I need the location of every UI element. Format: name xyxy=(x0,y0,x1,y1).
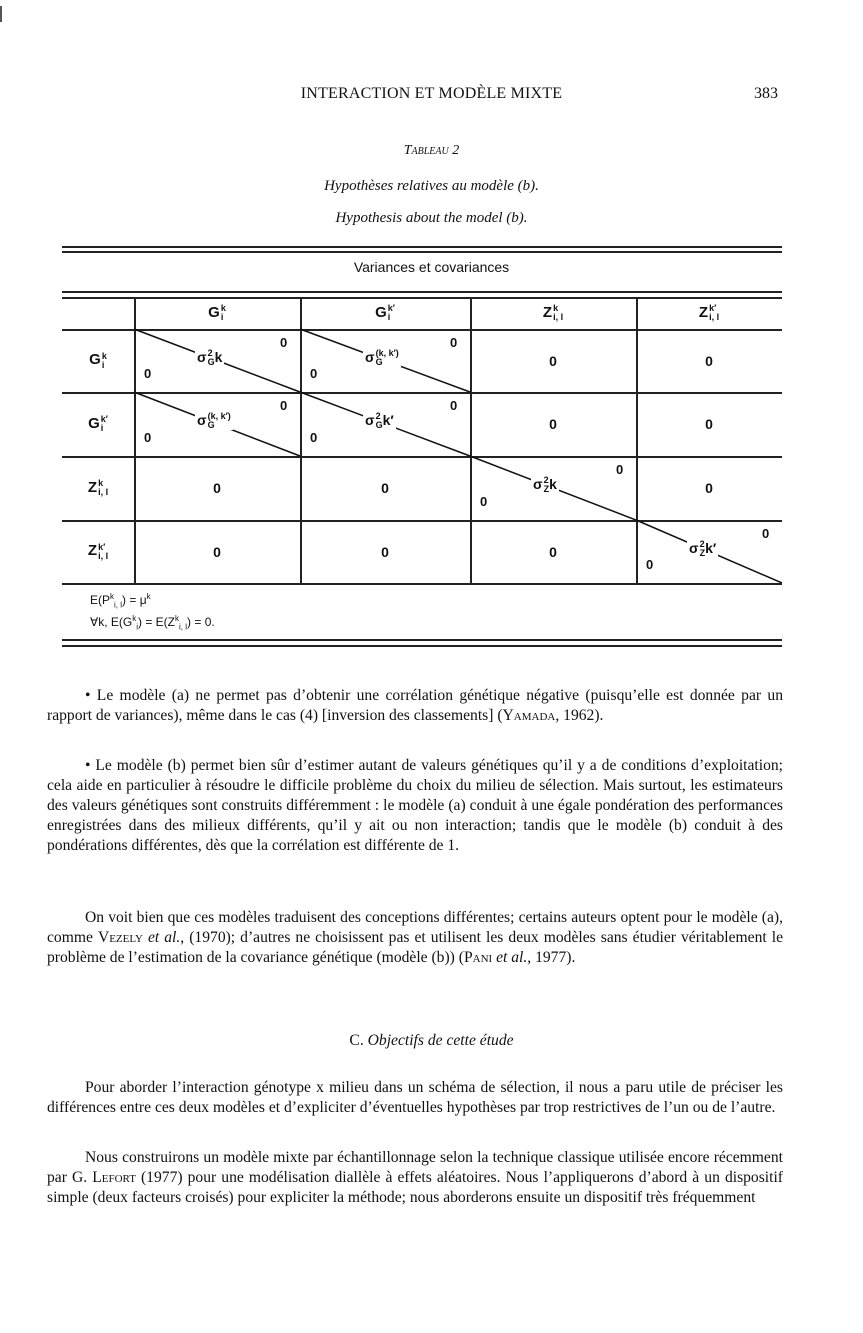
paragraph-text: Pour aborder l’interaction génotype x milieu dans un schéma de sélection, il nous a paru utile de préciser les différences entre ces deux modèles et d’expliciter d’éventuelles hypothèses par trop restrictives de l’un ou de l’autre. xyxy=(47,1079,783,1116)
row-header xyxy=(62,456,134,520)
table-label: Tableau 2 xyxy=(403,143,460,158)
table-bottom-rule xyxy=(62,645,782,647)
upper-zero: 0 xyxy=(280,398,288,413)
sup-sub: k′ i xyxy=(387,303,395,323)
paragraph-text: (1977) pour une modélisation diallèle à effets aléatoires. Nous l’appliquerons d’abord à un dispositif simple (deux facteurs croisés) pour expliciter la méthode; nous aborderons ensuite un dispositif très fréquemment xyxy=(47,1169,783,1206)
row-header xyxy=(62,392,134,456)
table-cell-value: 0 xyxy=(381,543,389,560)
variance-covariance-table xyxy=(62,297,782,583)
column-header-symbol: G k′ i xyxy=(375,303,395,323)
row-header xyxy=(62,329,134,392)
sup-sub: k i, l xyxy=(98,478,109,498)
sup-sub: 2 G xyxy=(375,411,383,431)
paragraph-text: , 1962). xyxy=(555,707,604,724)
lower-zero: 0 xyxy=(480,494,488,509)
paragraph-text: On voit bien que ces modèles traduisent des conceptions différentes; certains auteurs optent pour le modèle (a), comme xyxy=(47,909,783,946)
diagonal-variance-label: σ (k, k′) G xyxy=(197,411,231,431)
table-caption-fr: Hypothèses relatives au modèle (b). xyxy=(324,178,539,194)
lower-zero: 0 xyxy=(144,366,152,381)
paragraph-conceptions xyxy=(47,908,783,968)
lower-zero: 0 xyxy=(310,430,318,445)
table-top-rule xyxy=(62,251,782,253)
sup-sub: (k, k′) G xyxy=(207,411,231,431)
author-name: Lefort xyxy=(92,1169,136,1186)
diagonal-variance-label: σ (k, k′) G xyxy=(365,347,399,367)
lower-zero: 0 xyxy=(310,366,318,381)
table-cell-value: 0 xyxy=(549,416,557,432)
upper-zero: 0 xyxy=(616,462,624,477)
table-header-rule xyxy=(62,291,782,293)
table-caption-en: Hypothesis about the model (b). xyxy=(335,210,528,226)
sup-sub: k i, l xyxy=(553,303,564,323)
section-letter: C. xyxy=(349,1032,364,1049)
table-top-rule xyxy=(62,246,782,248)
paragraph-model-a xyxy=(47,686,783,726)
sup-sub: 2 Z xyxy=(543,475,550,495)
sup-sub: k′ i, l xyxy=(709,303,720,323)
lower-zero: 0 xyxy=(646,557,654,572)
diagonal-variance-label: σ 2 G k xyxy=(197,347,223,367)
table-cell-value: 0 xyxy=(381,480,389,496)
sup-sub: 2 G xyxy=(207,347,215,367)
scan-margin-mark xyxy=(0,6,2,22)
page-number: 383 xyxy=(754,85,778,102)
paragraph-mixed-model xyxy=(47,1148,783,1208)
running-head: INTERACTION ET MODÈLE MIXTE xyxy=(300,85,563,102)
sup-sub: k′ i xyxy=(100,414,108,434)
upper-zero: 0 xyxy=(450,398,458,413)
lower-zero: 0 xyxy=(144,430,152,445)
et-al: et al. xyxy=(147,929,181,946)
paragraph-text: Le modèle (a) ne permet pas d’obtenir une corrélation génétique négative (puisqu’elle est donnée par un rapport de variances), même dans le cas (4) [inversion des classements] ( xyxy=(47,687,783,724)
author-name: Vezely xyxy=(97,929,143,946)
sup-sub: k i xyxy=(220,303,226,323)
table-cell-value: 0 xyxy=(213,543,221,560)
author-name: Pani xyxy=(463,949,493,966)
upper-zero: 0 xyxy=(280,335,288,350)
diagonal-variance-label: σ 2 G k′ xyxy=(365,411,394,431)
section-title: Objectifs de cette étude xyxy=(367,1032,514,1049)
column-header-symbol: Z k i, l xyxy=(542,303,564,323)
table-footnote-1: $E(P^k_{i, l}) = \mu^k$ xyxy=(90,592,151,610)
sup-sub: k′ i, l xyxy=(98,541,109,561)
table-cell-value: 0 xyxy=(705,352,713,369)
row-header-symbol: G k i xyxy=(89,350,107,370)
row-header-symbol: Z k′ i, l xyxy=(87,541,109,561)
upper-zero: 0 xyxy=(450,335,458,350)
upper-zero: 0 xyxy=(762,526,770,541)
sup-sub: k i xyxy=(101,350,107,370)
author-name: Yamada xyxy=(502,707,556,724)
bullet: • xyxy=(85,757,91,774)
table-cell-value: 0 xyxy=(549,352,557,369)
paragraph-text: Le modèle (b) permet bien sûr d’estimer autant de valeurs génétiques qu’il y a de conditions d’exploitation; cela aide en particulier à résoudre le difficile problème du choix du milieu de sélection. Mais surtout, les estimateurs des valeurs génétiques sont construits différemment : le modèle (a) conduit à une égale pondération des performances enregistrées dans des milieux différents, qu’il y ait ou non interaction; tandis que le modèle (b) conduit à des pondérations différentes, dès que la corrélation est différente de 1. xyxy=(47,757,783,854)
column-header-symbol: Z k′ i, l xyxy=(698,303,720,323)
table-bottom-rule xyxy=(62,639,782,641)
table-cell-value: 0 xyxy=(549,543,557,560)
row-header-symbol: G k′ i xyxy=(88,414,108,434)
table-group-title: Variances et covariances xyxy=(353,259,510,275)
section-heading xyxy=(0,1032,863,1050)
paragraph-text: , 1977). xyxy=(527,949,576,966)
table-row-rule xyxy=(62,583,782,585)
table-cell-value: 0 xyxy=(213,480,221,496)
column-header-symbol: G k i xyxy=(208,303,226,323)
paragraph-text: , (1970); d’autres ne choisissent pas et utilisent les deux modèles sans étudier véritablement le problème de l’estimation de la covariance génétique (modèle (b)) ( xyxy=(47,929,784,966)
paragraph-text: Nous construirons un modèle mixte par échantillonnage selon la technique classique utilisée encore récemment par G. xyxy=(47,1149,783,1186)
table-cell-value: 0 xyxy=(705,416,713,432)
diagonal-variance-label: σ 2 Z k xyxy=(533,475,557,495)
table-footnote-2: ∀k, $E(G^k_i) = E(Z^k_{i, l}) = 0$. xyxy=(90,614,215,632)
sup-sub: 2 Z xyxy=(699,538,706,558)
sup-sub: (k, k′) G xyxy=(375,347,399,367)
table-cell-value: 0 xyxy=(705,480,713,496)
bullet: • xyxy=(85,687,91,704)
row-header xyxy=(62,520,134,583)
paragraph-objectives xyxy=(47,1078,783,1118)
paragraph-model-b xyxy=(47,756,783,856)
diagonal-variance-label: σ 2 Z k′ xyxy=(689,538,717,558)
row-header-symbol: Z k i, l xyxy=(87,478,109,498)
et-al: et al. xyxy=(496,949,528,966)
